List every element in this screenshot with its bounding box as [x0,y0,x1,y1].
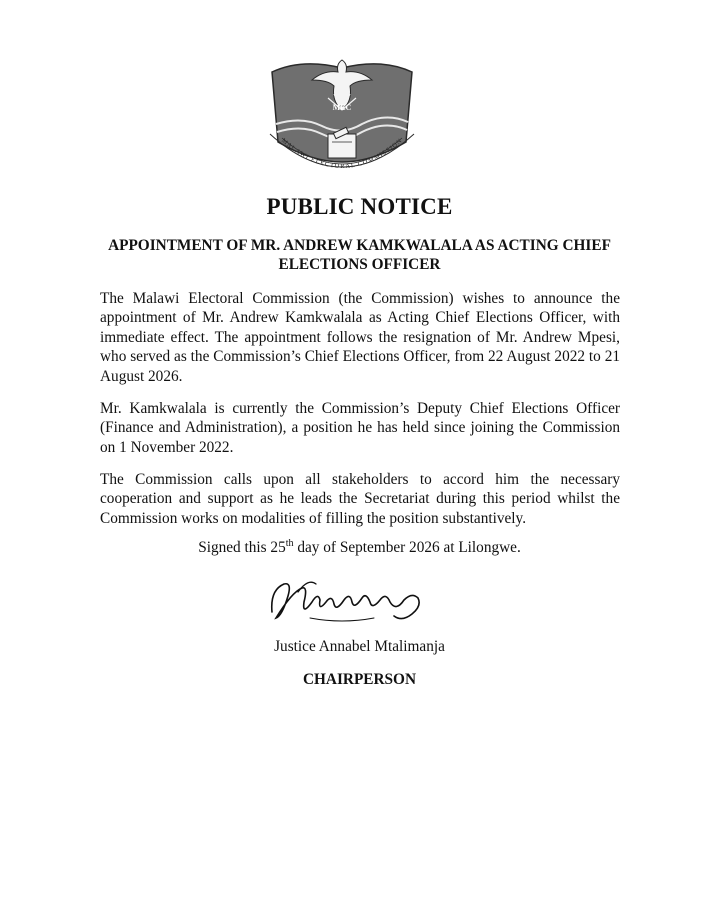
signed-line [0,539,719,557]
handwritten-signature [262,572,442,627]
signed-ordinal: th [285,537,294,549]
signed-suffix: day of September 2026 at Lilongwe. [293,539,521,556]
notice-paragraph: The Malawi Electoral Commission (the Commission) wishes to announce the appointment of Mr. Andrew Kamkwalala as Acting Chief Elections Officer, with immediate effect. The appointment follows the resignation of Mr. Andrew Mpesi, who served as the Commission’s Chief Elections Officer, from 22 August 2022 to 21 August 2026. [100,290,620,385]
signer-name: Justice Annabel Mtalimanja [274,638,445,655]
mec-emblem-logo [262,50,422,185]
emblem-mec-text: MEC [332,103,352,112]
notice-title: PUBLIC NOTICE [266,194,453,219]
notice-paragraph: The Commission calls upon all stakeholders to accord him the necessary cooperation and support as he leads the Secretariat during this period whilst the Commission works on modalities of filling the position substantively. [100,471,620,527]
signed-prefix: Signed this 25 [198,539,286,556]
signer-position: CHAIRPERSON [302,671,417,688]
notice-paragraph: Mr. Kamkwalala is currently the Commission’s Deputy Chief Elections Officer (Finance and Administration), a position he has held since joining the Commission on 1 November 2022. [100,400,620,456]
notice-subtitle: APPOINTMENT OF MR. ANDREW KAMKWALALA AS ACTING CHIEF ELECTIONS OFFICER [108,237,611,273]
emblem-ring-text: MALAWI ELECTORAL COMMISSION [279,137,405,171]
